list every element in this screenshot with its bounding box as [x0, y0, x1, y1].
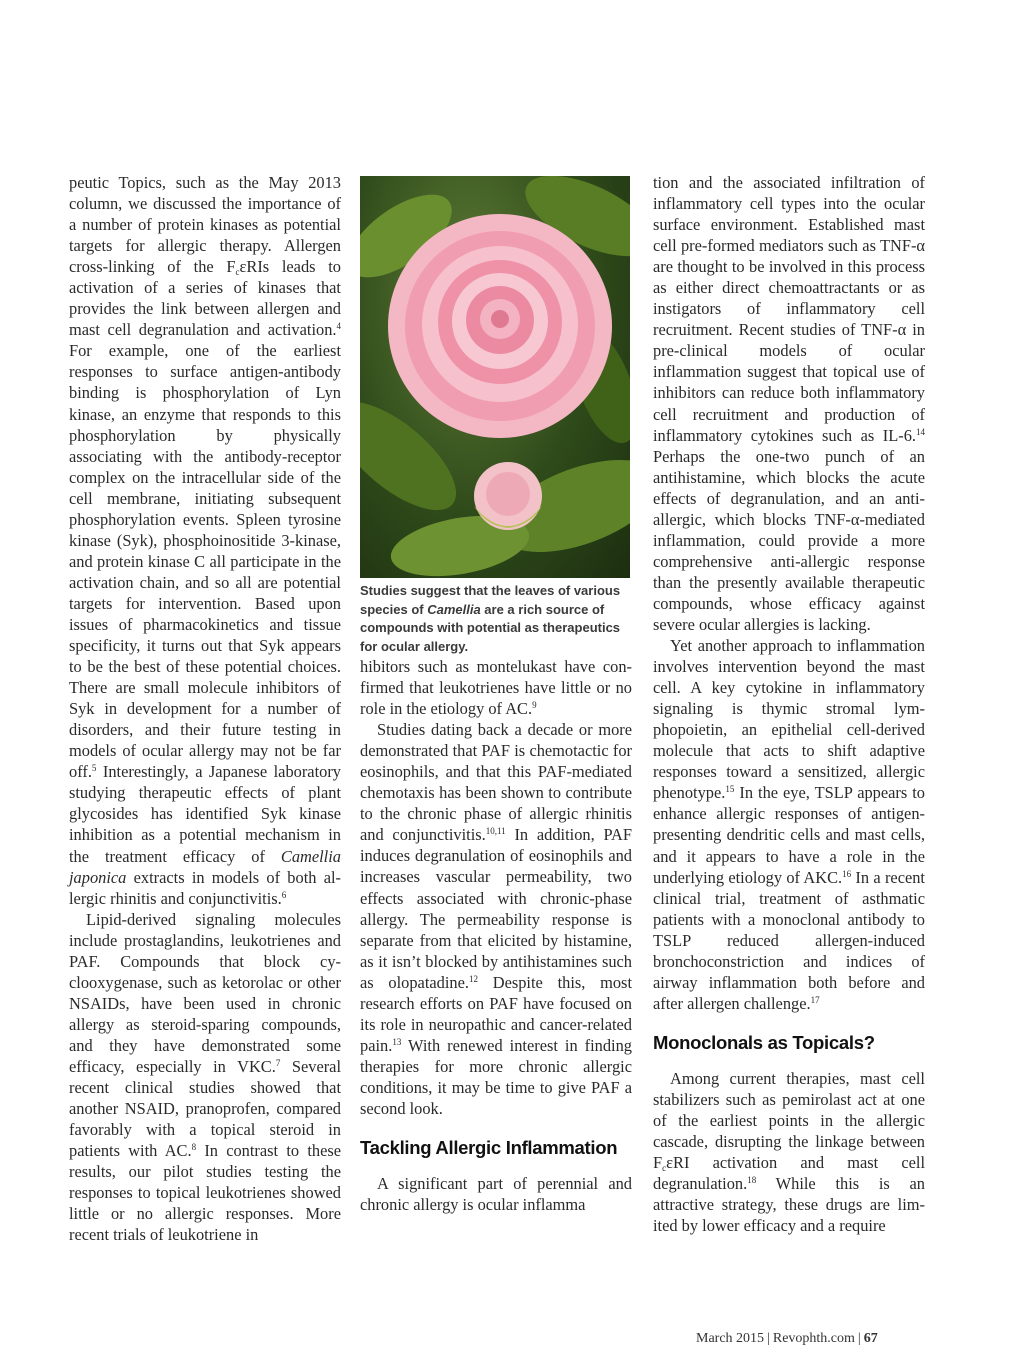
column-3 [653, 172, 925, 1236]
col1-paragraph-1: peutic Topics, such as the May 2013 column, we discussed the importance of a number of protein kinases as potential targets for allergic therapy. Allergen cross-linking of the $F_c\varepsilon RIs$ leads to activation of a series of kinases that provides the link between allergen and mast cell degranulation and activation.$^4$ For example, one of the earliest responses to surface antigen-antibody binding is phosphorylation of Lyn kinase, an enzyme that responds to this phosphorylation by physically associating with the antibody-receptor complex on the intracellular side of the cell membrane, initiating subsequent phosphorylation events. Spleen tyrosine kinase (Syk), phosphoinositide 3-kinase, and protein kinase C all participate in the activation chain, and so all are potential targets for intervention. Based upon issues of pharmacokinetics and tissue specificity, it turns out that Syk appears to be the best of these potential choices. There are small molecule inhibitors of Syk in development for a number of disorders, and their future testing in models of ocular allergy may not be far off.$^5$ Interestingly, a Japanese laboratory studying therapeutic effects of plant glycosides has identified Syk kinase inhibition as a potential mechanism in the treatment efficacy of Camellia japonica extracts in models of both allergic rhinitis and conjunctivitis.$^6$ [69, 173, 341, 908]
column-1 [69, 172, 341, 1245]
col2-paragraph-1: hibitors such as montelukast have confirmed that leukotrienes have little or no role in the etiology of AC.$^9$ [360, 657, 632, 719]
reference-9: 9 [532, 700, 537, 711]
page-footer: March 2015 | Revophth.com | 67 [696, 1331, 878, 1346]
reference-12: 12 [468, 973, 478, 984]
reference-14: 14 [916, 426, 925, 437]
reference-4: 4 [336, 321, 341, 332]
photo-caption: Studies suggest that the leaves of various species of Camellia are a rich source of compounds with potential as therapeutics for ocular allergy. [360, 583, 621, 654]
col3-paragraph-1: tion and the associated infiltration of inflammatory cell types into the ocular surface environment. Established mast cell pre-formed mediators such as TNF-α are thought to be involved in this process as either direct chemoattractants or as instigators of inflammatory cell recruitment. Recent studies of TNF-α in pre-clinical models of ocular inflammation suggest that topical use of inhibitors can reduce both inflammatory cell recruitment and production of inflammatory cytokines such as IL-6.14 Perhaps the one-two punch of an antihistamine, which blocks the acute effects of degranulation, and an anti-allergic, which blocks TNF-α-mediated inflammation, could provide a more comprehensive anti-allergic response than the presently available therapeutic compounds, whose efficacy against severe ocular allergies is lacking. [653, 173, 925, 634]
col1-paragraph-2: Lipid-derived signaling molecules include prostaglandins, leukotrienes and PAF. Compounds that block cyclooxygenase, such as ketorolac or other NSAIDs, have been used in chronic allergy as steroid-sparing compounds, and they have demonstrated some efficacy, especially in VKC.$^7$ Several recent clinical studies showed that another NSAID, pranoprofen, compared favorably with a topical steroid in patients with AC.$^8$ In contrast to these results, our pilot studies testing the responses to topical leukotrienes showed little or no allergic responses. More recent trials of leukotriene in [69, 909, 342, 1245]
reference-17: 17 [810, 994, 820, 1005]
col3-paragraph-2: Yet another approach to inflammation involves intervention beyond the mast cell. A key cytokine in inflammatory signaling is thymic stromal lymphopoietin, an epithelial cell-derived molecule that acts to shift adaptive responses toward a sensitized, allergic phenotype.$^{15}$ In the eye, TSLP appears to enhance allergic responses of antigen-presenting dendritic cells and mast cells, and it appears to have a role in the underlying etiology of AKC.$^{16}$ In a recent clinical trial, treatment of asthmatic patients with a monoclonal antibody to TSLP reduced allergen-induced bronchoconstriction and indices of airway inflammation both before and after allergen challenge.$^{17}$ [653, 636, 925, 1013]
website-link[interactable]: Revophth.com [772, 1331, 855, 1346]
reference-18: 18 [747, 1175, 757, 1186]
col2-paragraph-2: Studies dating back a decade or more demonstrated that PAF is chemotactic for eosinophils, and that this PAF-mediated chemotaxis has been shown to contribute to the chronic phase of allergic rhinitis and conjunctivitis.$^{10,11}$ In addition, PAF induces degranulation of eosinophils and increases vascular permeability, two effects associated with chronic-phase allergy. The permeability response is separate from that elicited by histamine, as it isn’t blocked by antihistamines such as olopatadine.$^{12}$ Despite this, most research efforts on PAF have focused on its role in neuropathic and cancer-related pain.$^{13}$ With renewed interest in finding therapies for more chronic allergic conditions, it may be time to give PAF a second look. [360, 720, 633, 1118]
section-heading: Tackling Allergic Inflammation [360, 1137, 618, 1159]
reference-10-11: 10,11 [485, 826, 506, 837]
col2-paragraph-3: A significant part of perennial and chronic allergy is ocular inflamma [360, 1174, 632, 1215]
reference-8: 8 [191, 1142, 197, 1153]
col3-paragraph-3: Among current therapies, mast cell stabilizers such as pemirolast act at one of the earliest points in the allergic cascade, disrupting the linkage between $F_c\varepsilon RI$ activation and mast cell degranulation.$^{18}$ While this is an attractive strategy, these drugs are limited by lower efficacy and a require [653, 1068, 925, 1236]
reference-16: 16 [842, 868, 852, 879]
reference-5: 5 [91, 763, 97, 774]
section-heading: Monoclonals as Topicals? [653, 1031, 875, 1053]
camellia-photo [360, 176, 630, 578]
reference-7: 7 [275, 1057, 281, 1068]
reference-13: 13 [392, 1036, 402, 1047]
issue-date: March 2015 [696, 1331, 765, 1346]
camellia-illustration [360, 176, 630, 578]
column-2 [360, 172, 632, 1215]
page-number: 67 [863, 1331, 878, 1346]
reference-6: 6 [281, 889, 287, 900]
reference-15: 15 [725, 784, 735, 795]
